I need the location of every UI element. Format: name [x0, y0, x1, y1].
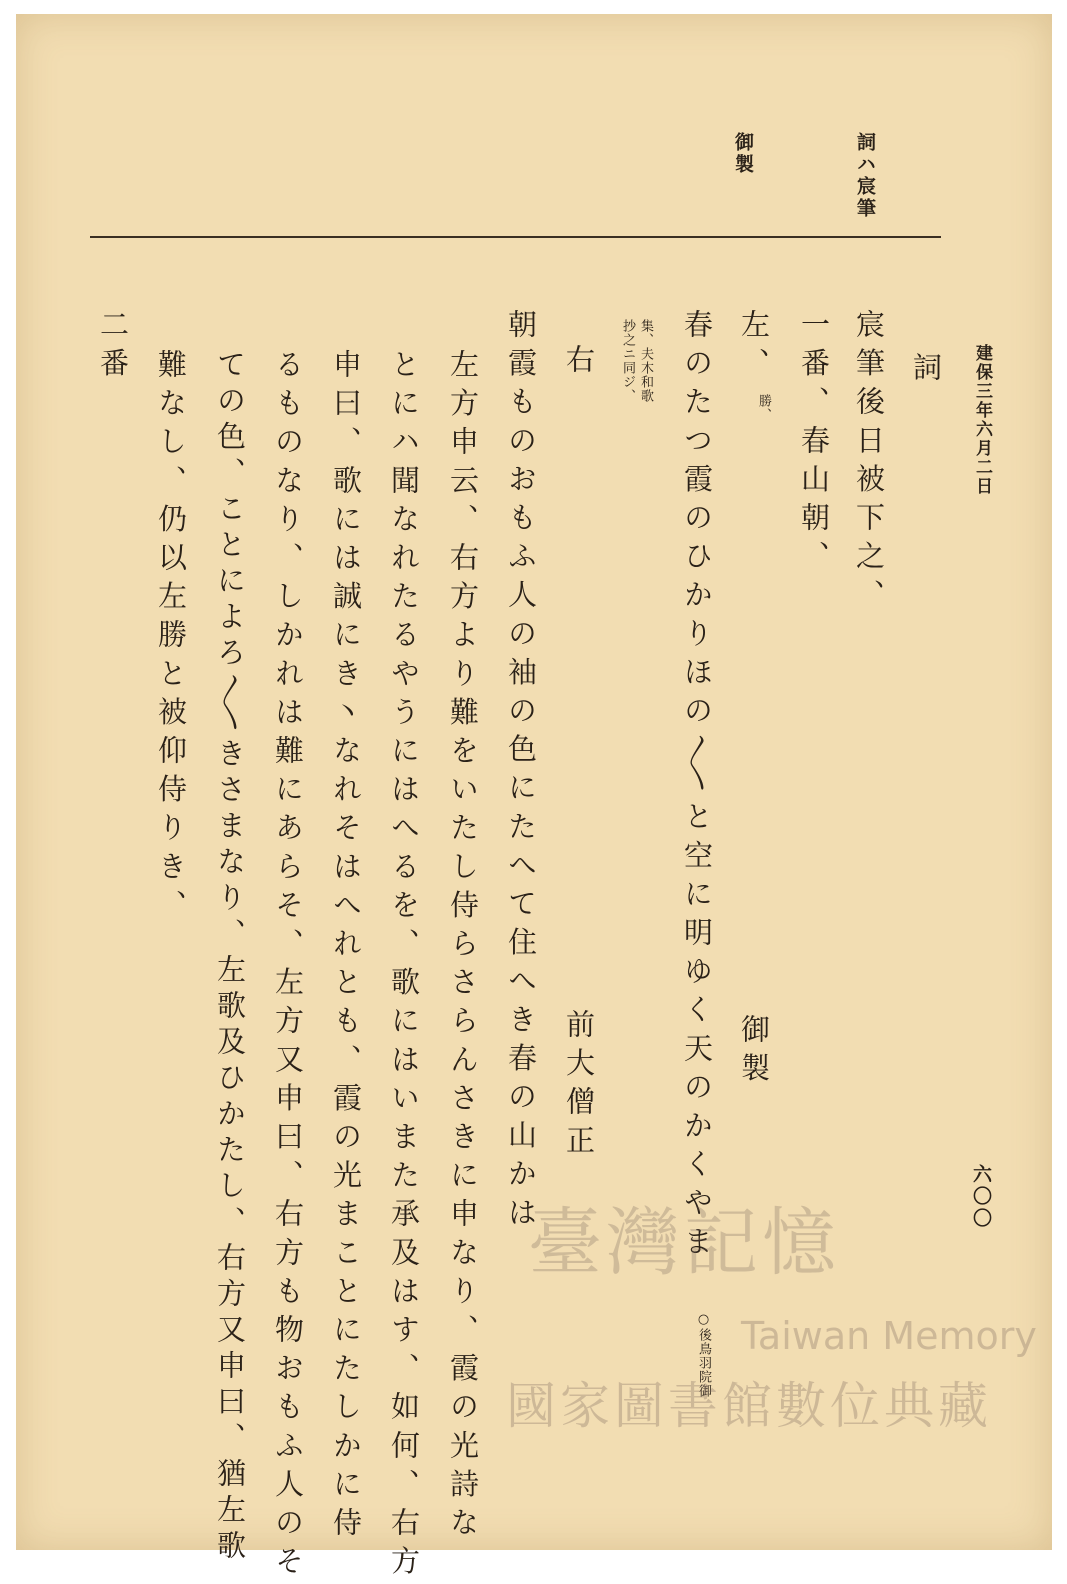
text-column-8: 右: [562, 344, 596, 383]
commentary-1: 左方申云、右方より難をいたし侍らさらんさきに申なり、霞の光詩な: [446, 349, 480, 1546]
watermark-brand-cn: 臺灣記憶: [528, 1200, 840, 1286]
commentary-4: るものなり、しかれは難にあらそ、左方又申曰、右方も物おもふ人のそ: [271, 349, 305, 1584]
page-number: 六〇〇: [970, 1164, 992, 1230]
header-subtitle: 御製: [732, 132, 754, 176]
author-line-8: 前大僧正: [562, 1009, 596, 1164]
watermark-institution: 國家圖書館數位典藏: [506, 1377, 992, 1435]
commentary-6: 難なし、仍以左勝と被仰侍りき、: [154, 349, 188, 928]
page: [16, 14, 1052, 1584]
text-note-7a: 集、夫木和歌: [638, 319, 653, 403]
text-note-7b: 抄之ニ同ジ、: [620, 319, 635, 403]
section-heading-2: 二番: [96, 309, 130, 387]
text-column-4: 一番、春山朝、: [797, 309, 831, 580]
poem-left: 春のたつ霞のひかりほの〳〵と空に明ゆく天のかくやま: [680, 309, 714, 1265]
header-rule: [90, 236, 941, 238]
poem-left-note: ○後鳥羽院御: [696, 1312, 711, 1398]
text-column-3: 宸筆後日被下之、: [852, 309, 886, 618]
text-note-5: 勝、: [756, 394, 771, 422]
date-line: 建保三年六月二日: [972, 344, 992, 496]
poem-right: 朝霞ものおもふ人の袖の色にたへて住へき春の山かは: [504, 309, 538, 1236]
text-column-5: 左、: [737, 309, 771, 387]
commentary-5: ての色、ことによろ〳〵きさまなり、左歌及ひかたし、右方又申曰、猶左歌: [213, 349, 247, 1566]
header-title: 詞ハ宸筆: [854, 132, 876, 220]
text-column-2: 詞: [909, 352, 943, 391]
author-line-5: 御製: [737, 1014, 771, 1092]
commentary-3: 申曰、歌には誠にき丶なれそはへれとも、霞の光まことにたしかに侍: [329, 349, 363, 1546]
watermark-brand-en: Taiwan Memory: [741, 1314, 1037, 1358]
commentary-2: とにハ聞なれたるやうにはへるを、歌にはいまた承及はす、如何、右方: [387, 349, 421, 1584]
